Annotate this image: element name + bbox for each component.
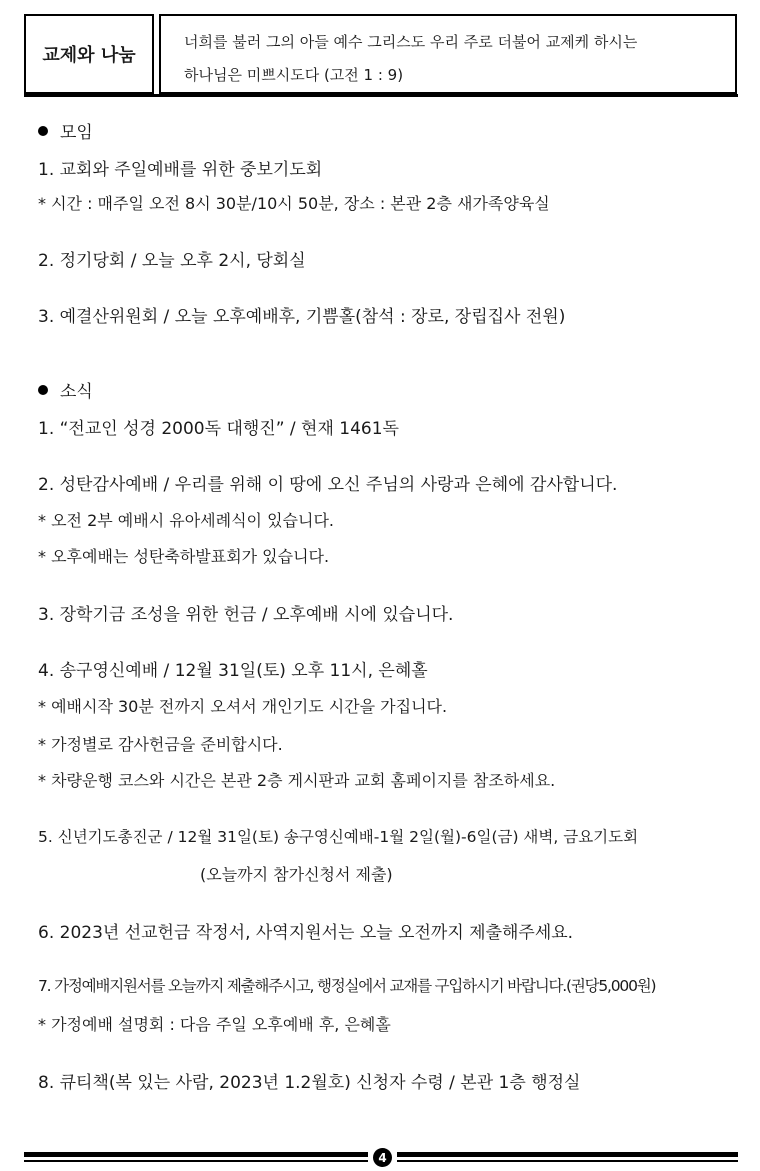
meeting-item-1-detail: * 시간 : 매주일 오전 8시 30분/10시 50분, 장소 : 본관 2층 새가족양육실 — [38, 194, 550, 213]
header-title-box — [24, 14, 154, 94]
footer-rule-right-thin — [397, 1160, 738, 1162]
news-item-1: 1. “전교인 성경 2000독 대행진” / 현재 1461독 — [38, 419, 399, 439]
footer-rule-right — [397, 1152, 738, 1157]
news-item-4-detail-c: * 차량운행 코스와 시간은 본관 2층 게시판과 교회 홈페이지를 참조하세요. — [38, 771, 556, 790]
news-item-4: 4. 송구영신예배 / 12월 31일(토) 오후 11시, 은혜홀 — [38, 661, 428, 681]
news-item-2-detail-a: * 오전 2부 예배시 유아세례식이 있습니다. — [38, 511, 334, 530]
header-underline — [24, 94, 738, 97]
news-item-2: 2. 성탄감사예배 / 우리를 위해 이 땅에 오신 주님의 사랑과 은혜에 감사합니다. — [38, 475, 618, 495]
news-item-4-detail-b: * 가정별로 감사헌금을 준비합시다. — [38, 735, 283, 754]
news-item-7: 7. 가정예배지원서를 오늘까지 제출해주시고, 행정실에서 교재를 구입하시기 바랍니다.(권당5,000원) — [38, 977, 656, 995]
header-verse-box — [159, 14, 737, 94]
news-item-8: 8. 큐티책(복 있는 사람, 2023년 1.2월호) 신청자 수령 / 본관 1층 행정실 — [38, 1073, 581, 1093]
news-item-2-detail-b: * 오후예배는 성탄축하발표회가 있습니다. — [38, 547, 330, 566]
news-item-3: 3. 장학기금 조성을 위한 헌금 / 오후예배 시에 있습니다. — [38, 605, 454, 625]
news-item-6: 6. 2023년 선교헌금 작정서, 사역지원서는 오늘 오전까지 제출해주세요. — [38, 923, 574, 943]
news-item-7-detail: * 가정예배 설명회 : 다음 주일 오후예배 후, 은혜홀 — [38, 1015, 391, 1034]
verse-line-1: 너희를 불러 그의 아들 예수 그리스도 우리 주로 더불어 교제케 하시는 — [184, 33, 638, 51]
news-item-5: 5. 신년기도총진군 / 12월 31일(토) 송구영신예배-1월 2일(월)-6일(금) 새벽, 금요기도회 — [38, 828, 639, 846]
news-heading: 소식 — [38, 377, 93, 402]
footer-rule-left — [24, 1152, 368, 1157]
meeting-item-1: 1. 교회와 주일예배를 위한 중보기도회 — [38, 160, 323, 180]
verse-line-2: 하나님은 미쁘시도다 (고전 1 : 9) — [184, 66, 404, 84]
news-item-4-detail-a: * 예배시작 30분 전까지 오셔서 개인기도 시간을 가집니다. — [38, 697, 448, 716]
meeting-item-3: 3. 예결산위원회 / 오늘 오후예배후, 기쁨홀(참석 : 장로, 장립집사 전원) — [38, 307, 566, 327]
meeting-heading: 모임 — [38, 118, 93, 143]
bullet-icon — [38, 385, 48, 395]
meeting-item-2: 2. 정기당회 / 오늘 오후 2시, 당회실 — [38, 251, 306, 271]
page-number-badge: 4 — [373, 1148, 392, 1167]
news-item-5-detail: (오늘까지 참가신청서 제출) — [200, 865, 393, 884]
section-title: 교제와 나눔 — [42, 45, 136, 66]
footer-rule-left-thin — [24, 1160, 368, 1162]
bullet-icon — [38, 126, 48, 136]
